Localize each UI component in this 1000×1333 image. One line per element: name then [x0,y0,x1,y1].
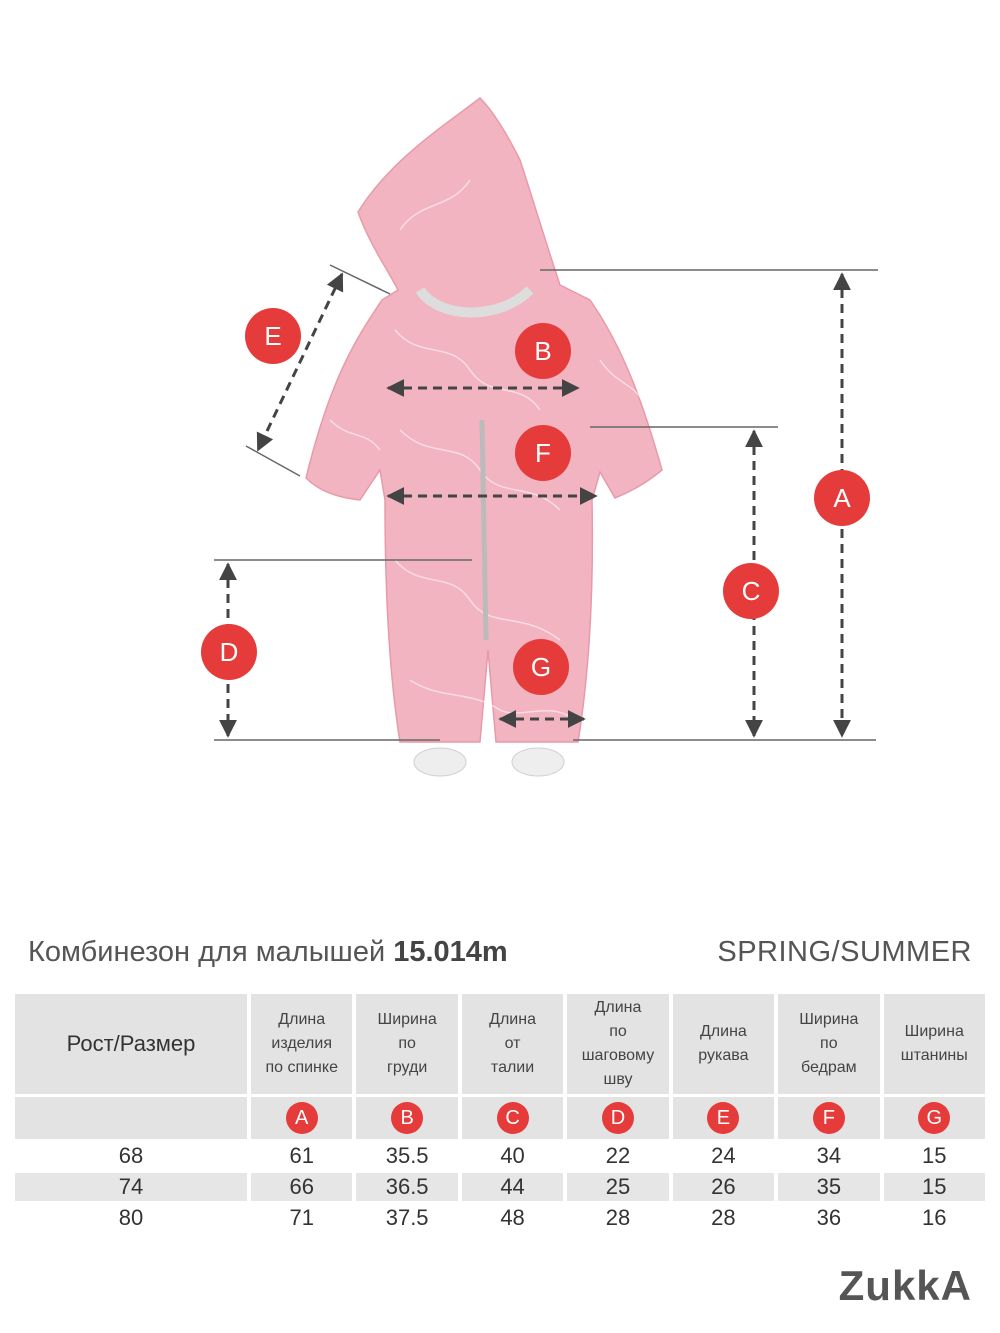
marker-badge-d [201,624,257,680]
table-cell: 48 [500,1205,525,1230]
column-header-e: Длина рукава [673,994,774,1094]
table-cell: 35.5 [385,1143,429,1168]
title-row [28,936,972,980]
marker-dot-e: E [707,1102,739,1134]
svg-text:A: A [833,483,851,513]
marker-dot-g: G [918,1102,950,1134]
column-header-g: Ширина штанины [884,994,985,1094]
svg-text:B: B [534,336,552,366]
marker-row [15,1097,985,1139]
svg-text:G: G [530,652,552,682]
size-chart-table [11,991,989,1235]
season-label: SPRING/SUMMER [717,936,972,968]
table-cell: 28 [711,1205,736,1230]
column-header-b: Ширина по груди [356,994,457,1094]
svg-text:E: E [264,321,282,351]
marker-badge-f [515,425,571,481]
marker-dot-c: C [497,1102,529,1134]
table-cell: 16 [922,1205,947,1230]
marker-dot-d: D [602,1102,634,1134]
marker-row-blank [15,1097,247,1139]
table-cell: 34 [816,1143,842,1168]
marker-badge-a [814,470,870,526]
marker-badge-e [245,308,301,364]
table-cell: 71 [289,1205,314,1230]
product-code: 15.014m [393,936,508,968]
brand-logo: ZukkA [838,1262,972,1309]
table-cell: 15 [884,1173,985,1201]
table-row [15,1142,985,1170]
column-header-a: Длина изделия по спинке [251,994,352,1094]
column-header-d: Длина по шаговому шву [567,994,668,1094]
product-title [28,936,508,969]
table-cell: 26 [673,1173,774,1201]
table-cell: 36 [816,1205,842,1230]
svg-text:D: D [219,637,239,667]
svg-text:C: C [741,576,761,606]
table-cell: 61 [289,1143,314,1168]
marker-dot-b: B [391,1102,423,1134]
jumpsuit-illustration [306,98,662,776]
column-header-f: Ширина по бедрам [778,994,879,1094]
table-row [15,1204,985,1232]
marker-badge-g [513,639,569,695]
size-cell: 74 [15,1173,247,1201]
table-cell: 24 [711,1143,736,1168]
table-cell: 37.5 [385,1205,429,1230]
table-cell: 15 [922,1143,947,1168]
marker-dot-f: F [813,1102,845,1134]
svg-text:F: F [535,438,551,468]
table-cell: 22 [605,1143,631,1168]
size-cell: 80 [118,1205,144,1230]
table-cell: 25 [567,1173,668,1201]
column-header-c: Длина от талии [462,994,563,1094]
table-cell: 28 [605,1205,631,1230]
size-cell: 68 [118,1143,144,1168]
size-column-header: Рост/Размер [15,994,247,1094]
marker-badge-b [515,323,571,379]
product-title-prefix: Комбинезон для малышей [28,936,386,968]
marker-badge-c [723,563,779,619]
table-cell: 35 [778,1173,879,1201]
table-header-row [15,994,985,1094]
table-row [15,1173,985,1201]
table-cell: 44 [462,1173,563,1201]
table-cell: 66 [251,1173,352,1201]
table-cell: 36.5 [356,1173,457,1201]
table-cell: 40 [500,1143,525,1168]
marker-dot-a: A [286,1102,318,1134]
